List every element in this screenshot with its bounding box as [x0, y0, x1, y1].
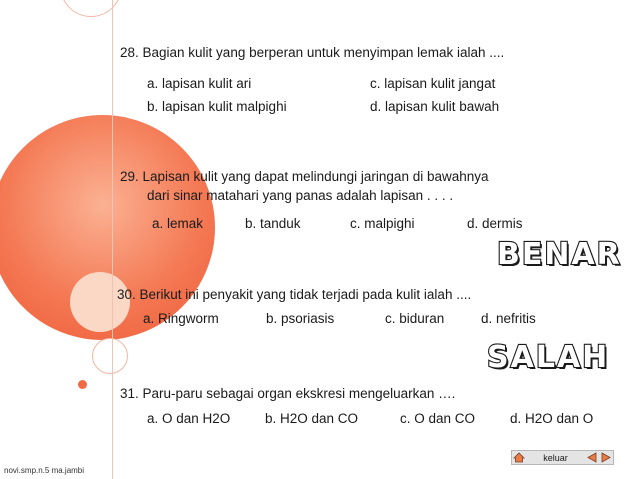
question-28-option-d[interactable]: d. lapisan kulit bawah — [370, 99, 500, 114]
question-31-option-b[interactable]: b. H2O dan CO — [265, 411, 359, 426]
question-28-option-b[interactable]: b. lapisan kulit malpighi — [147, 99, 287, 114]
decorative-vertical-line — [112, 0, 113, 479]
question-30-option-b[interactable]: b. psoriasis — [266, 311, 335, 326]
question-29-option-c[interactable]: c. malpighi — [350, 216, 415, 231]
back-arrow-icon[interactable] — [585, 451, 599, 464]
question-29-text-line2: dari sinar matahari yang panas adalah lapisan . . . . — [147, 188, 454, 203]
exit-button[interactable]: keluar — [543, 452, 568, 463]
question-29-option-a[interactable]: a. lemak — [152, 216, 204, 231]
wrong-stamp: SALAH — [487, 340, 610, 375]
question-30-text: 30. Berikut ini penyakit yang tidak terjadi pada kulit ialah .... — [117, 287, 472, 302]
question-31-option-a[interactable]: a. O dan H2O — [147, 411, 231, 426]
forward-arrow-icon[interactable] — [599, 451, 613, 464]
question-28-text: 28. Bagian kulit yang berperan untuk menyimpan lemak ialah .... — [120, 45, 505, 60]
navigation-bar — [511, 450, 614, 465]
correct-stamp: BENAR — [497, 237, 622, 272]
question-29-option-d[interactable]: d. dermis — [467, 216, 523, 231]
question-30-option-c[interactable]: c. biduran — [385, 311, 445, 326]
question-28-option-a[interactable]: a. lapisan kulit ari — [147, 76, 252, 91]
footer-credit: novi.smp.n.5 ma.jambi — [4, 466, 85, 475]
question-31-option-c[interactable]: c. O dan CO — [400, 411, 476, 426]
question-30-option-a[interactable]: a. Ringworm — [143, 311, 219, 326]
question-28-option-c[interactable]: c. lapisan kulit jangat — [370, 76, 496, 91]
question-29-text-line1: 29. Lapisan kulit yang dapat melindungi jaringan di bawahnya — [120, 169, 489, 184]
question-29-option-b[interactable]: b. tanduk — [245, 216, 301, 231]
question-30-option-d[interactable]: d. nefritis — [481, 311, 536, 326]
question-31-option-d[interactable]: d. H2O dan O — [510, 411, 594, 426]
decorative-circle-outline — [92, 338, 128, 374]
question-31-text: 31. Paru-paru sebagai organ ekskresi mengeluarkan …. — [120, 386, 456, 401]
home-icon[interactable] — [512, 451, 526, 464]
decorative-dot — [78, 380, 87, 389]
